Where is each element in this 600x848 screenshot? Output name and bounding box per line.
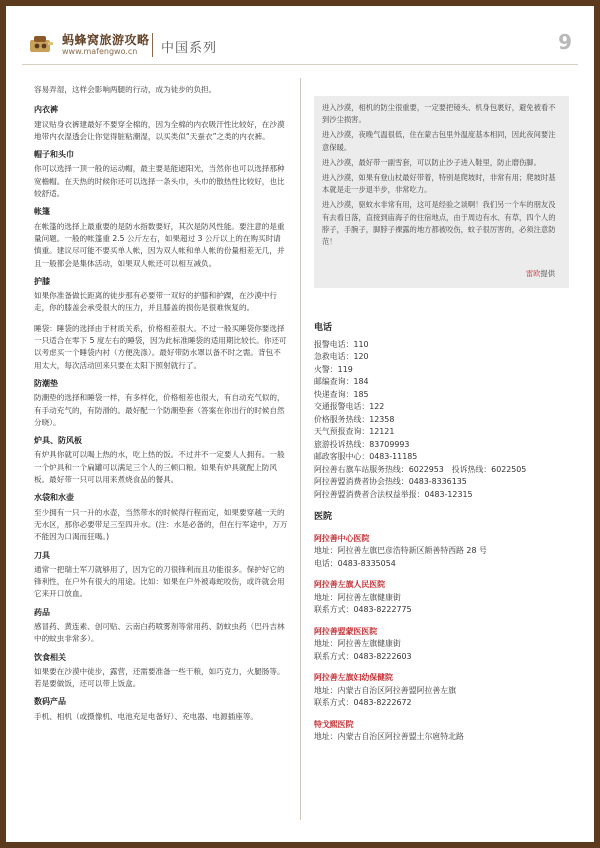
section-heading: 护膝 — [34, 276, 50, 286]
phone-line: 交通报警电话：122 — [314, 402, 385, 411]
section-body: 通常一把瑞士军刀就够用了，因为它的刀很锋利而且功能很多。保护好它的锋利性，在户外有很大的用途。比如：如果在户外被毒蛇咬伤，或许就会用它来开口放血。 — [34, 564, 285, 599]
section-body: 防潮垫的选择和睡袋一样，有多样化，价格相差也很大，有自动充气似的，有手动充气的，有防滑的。最好配一个防潮垫套（答案在你出行的时候自然分晓）。 — [34, 393, 285, 427]
phone-line: 快递查询：185 — [314, 389, 369, 399]
hospitals-heading: 医院 — [314, 512, 333, 522]
credit-author-link[interactable]: 雷欧 — [525, 268, 541, 278]
hospital-line: 地址：内蒙古自治区阿拉善盟土尔扈特北路 — [314, 732, 464, 741]
tip-paragraph: 进入沙漠，如果有登山杖最好带着，特别是爬坡时，非常有用；爬坡时基本就是走一步退半步，非常吃力。 — [322, 173, 556, 195]
section-heading: 药品 — [34, 607, 50, 617]
phone-line: 价格服务热线：12358 — [314, 414, 395, 424]
bee-logo-icon — [28, 34, 54, 54]
intro-text: 容易弄湿，这样会影响两腿的行动，成为徒步的负担。 — [34, 85, 217, 94]
header-divider — [152, 33, 153, 57]
hospital-line: 地址：阿拉善左旗健康街 — [314, 592, 401, 602]
section-body: 有炉具你就可以喝上热的水，吃上热的饭。不过并不一定要人人拥有。一般一个炉具和一个扁罐可以满足三个人的三顿口粮。如果有炉具就配上防风板。最好带一只可以用来煮烧食品的餐具。 — [34, 450, 285, 485]
phone-line: 火警：119 — [314, 364, 353, 374]
section-body: 你可以选择一顶一般的运动帽，最主要是能遮阳光，当然你也可以选择那种宽檐帽。在天热的时候你还可以选择一条头巾，头巾的散热性比较好，也比较舒适。 — [34, 164, 285, 199]
tips-box — [314, 96, 569, 288]
hospital-line: 联系方式：0483-8222775 — [314, 605, 412, 614]
hospital-entry — [314, 626, 574, 664]
tip-paragraph: 进入沙漠，相机的防尘很重要，一定要把镜头、机身包裹好，避免被看不到沙尘损害。 — [322, 103, 556, 125]
phone-line: 阿拉善盟消费者协会热线：0483-8336135 — [314, 477, 467, 486]
frame-right — [594, 0, 600, 848]
section-title: 中国系列 — [161, 41, 218, 56]
section-heading: 帽子和头巾 — [34, 150, 74, 160]
phone-line: 邮政客服中心：0483-11185 — [314, 452, 418, 461]
section-heading: 数码产品 — [34, 697, 66, 707]
section-body: 至少拥有一只一升的水壶，当然带水的时候得行程而定，如果要穿越一天的无水区，那你必要带足三至四升水。(注：水是必备的，但在行军途中，万万不能因为口渴而狂喝。) — [34, 507, 288, 542]
section-body: 手机、相机（或摄像机、电池充足电备好）、充电器、电源插座等。 — [34, 711, 259, 721]
section-body: 如果你准备做长距离的徒步那有必要带一双好的护膝和护踝，在沙漠中行走，你的膝盖会承受很大的压力，并且膝盖的损伤是很难恢复的。 — [34, 291, 277, 313]
phone-line: 天气预报查询：12121 — [314, 427, 395, 436]
section-heading: 饮食相关 — [34, 652, 66, 662]
hospital-entry — [314, 533, 574, 571]
hospital-line: 地址：阿拉善左旗巴彦浩特新区额善特西路 28 号 — [314, 546, 487, 555]
section-body: 感冒药、黄连素、创可贴、云南白药喷雾剂等常用药、防蚊虫药（巴丹吉林中的蚊虫非常多）。 — [34, 621, 285, 644]
hospital-name: 阿拉善左旗人民医院 — [314, 580, 386, 589]
hospital-entry — [314, 579, 574, 617]
hospital-entry — [314, 719, 574, 744]
hospital-line: 地址：阿拉善左旗健康街 — [314, 639, 401, 648]
phone-line: 急救电话：120 — [314, 352, 369, 361]
section-heading: 防潮垫 — [34, 378, 58, 388]
credit-suffix: 提供 — [540, 268, 555, 278]
tip-paragraph: 进入沙漠，夜晚气温很低，住在蒙古包里外温度基本相同，因此夜间要注意保暖。 — [322, 130, 556, 152]
phone-line: 邮编查询：184 — [314, 377, 369, 386]
hospital-name: 阿拉善左旗妇幼保健院 — [314, 673, 393, 682]
page-number: 9 — [558, 30, 572, 54]
left-column — [34, 84, 288, 723]
section-heading: 水袋和水壶 — [34, 493, 74, 503]
tip-paragraph: 进入沙漠，最好带一副雪套，可以防止沙子进入鞋里，防止磨伤脚。 — [322, 157, 541, 167]
phone-line: 报警电话：110 — [314, 339, 369, 349]
brand-url: www.mafengwo.cn — [62, 47, 138, 56]
section-heading: 炉具、防风板 — [34, 436, 82, 446]
phone-line: 旅游投诉热线：83709993 — [314, 439, 410, 449]
hospital-line: 地址：内蒙古自治区阿拉善盟阿拉善左旗 — [314, 685, 457, 695]
hospital-name: 特戈熙医院 — [314, 719, 354, 729]
hospital-name: 阿拉善盟蒙医医院 — [314, 626, 378, 636]
phones-heading: 电话 — [314, 323, 333, 333]
hospital-line: 电话：0483-8335054 — [314, 558, 396, 568]
section-heading: 帐篷 — [34, 207, 50, 217]
brand-name: 蚂蜂窝旅游攻略 — [62, 33, 150, 47]
section-body: 在帐篷的选择上最重要的是防水指数要好，其次是防风性能。要注意的是重量问题。一般的帐篷重 2.5 公斤左右，如果超过 3 公斤以上的在购买时请慎重。建议尽可能不要买单人帐，因为双人帐和单人帐的份量相差无几，并且一般都会是集体活动，如果双人帐还可以相互减负。 — [34, 221, 285, 268]
right-column — [314, 322, 574, 744]
column-divider — [300, 78, 301, 820]
phone-line: 阿拉善盟消费者合法权益举报：0483-12315 — [314, 489, 473, 499]
page-header — [6, 6, 594, 64]
section-body: 睡袋：睡袋的选择由于材质关系，价格相差很大。不过一般买睡袋你要选择一只适合在零下 5 度左右的睡袋，因为此标准睡袋的适用期比较长。你还可以考虑买一个睡袋内衬（方便洗涤）。最好带防水罩以备不时之需。背包不用太大，每次活动回来只要在太阳下照射就行了。 — [34, 323, 287, 370]
hospital-entry — [314, 672, 574, 710]
frame-bottom — [0, 842, 600, 848]
section-heading: 刀具 — [34, 550, 50, 560]
section-heading: 内衣裤 — [34, 105, 58, 115]
tip-paragraph: 进入沙漠，驱蚊水非常有用，这可是经验之谈啊！我们另一个车的朋友没有去看日落，直接到庙海子的住宿地点，由于周边有水、有草，四个人的脖子，手腕子，脚脖子裸露的地方都被咬伤，蚊子很厉害的，必须注意防范！ — [322, 200, 556, 247]
section-body: 建议贴身衣裤建最好不要穿全棉的，因为全棉的内衣吸汗性比较好，在沙漠地带内衣湿透会让你觉得脏粘潮湿，以买类似“天蚕衣”之类的内衣裤。 — [34, 119, 285, 141]
hospital-line: 联系方式：0483-8222672 — [314, 698, 412, 707]
phone-line: 阿拉善右旗车站服务热线：6022953 投诉热线：6022505 — [314, 464, 527, 474]
hospital-name: 阿拉善中心医院 — [314, 533, 370, 543]
header-rule — [22, 64, 578, 65]
hospital-line: 联系方式：0483-8222603 — [314, 651, 412, 661]
frame-left — [0, 0, 6, 848]
tip-credit — [526, 268, 555, 280]
section-body: 如果要在沙漠中徒步，露营，还需要准备一些干粮，如巧克力，火腿肠等。若是要做饭，还可以带上饭盒。 — [34, 666, 285, 689]
